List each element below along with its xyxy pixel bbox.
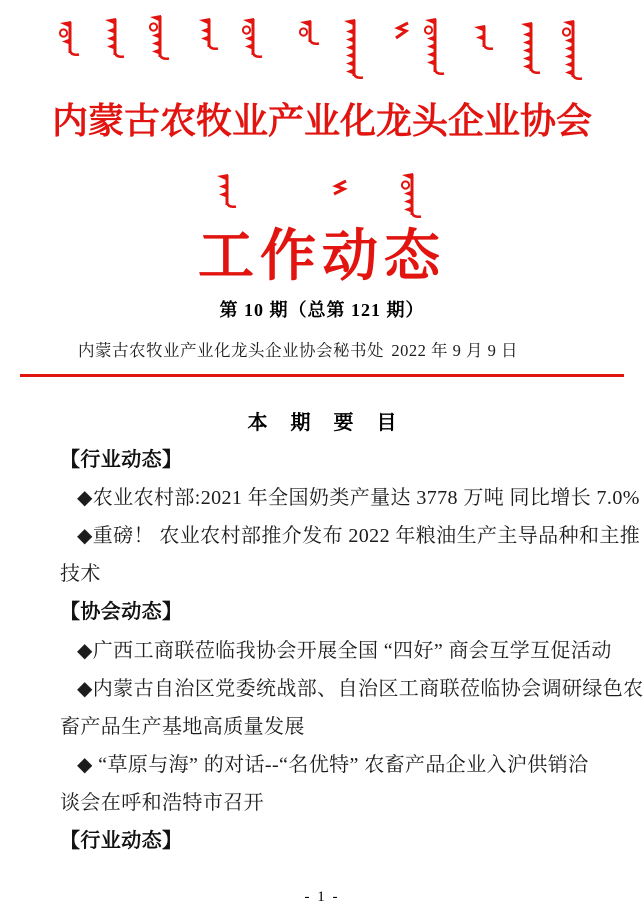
toc-continuation-line: 畜产品生产基地高质量发展 xyxy=(60,715,305,738)
toc-continuation-line: 谈会在呼和浩特市召开 xyxy=(60,792,264,815)
bulletin-title: 工作动态 xyxy=(198,226,446,288)
mongolian-script-word-icon xyxy=(240,17,264,59)
table-of-contents xyxy=(60,438,644,858)
publisher-name: 内蒙古农牧业产业化龙头企业协会秘书处 xyxy=(78,341,384,360)
mongolian-script-word-icon xyxy=(297,19,321,46)
mongolian-script-word-icon xyxy=(57,20,81,57)
mongolian-script-word-icon xyxy=(196,17,220,51)
red-divider-rule xyxy=(20,374,624,377)
page-number: - 1 - xyxy=(304,889,340,905)
mongolian-script-word-icon xyxy=(102,17,126,59)
section-header: 【行业动态】 xyxy=(60,830,183,853)
toc-bullet-line: ◆内蒙古自治区党委统战部、自治区工商联莅临协会调研绿色农 xyxy=(77,677,644,700)
publication-date: 2022 年 9 月 9 日 xyxy=(391,341,518,360)
toc-continuation-line: 技术 xyxy=(60,563,101,586)
toc-bullet-line: ◆重磅！ 农业农村部推介发布 2022 年粮油生产主导品种和主推 xyxy=(77,524,641,547)
mongolian-script-word-icon xyxy=(422,17,446,76)
contents-title: 本 期 要 目 xyxy=(247,412,406,434)
mongolian-script-word-icon xyxy=(341,18,365,80)
publication-line xyxy=(78,337,518,361)
toc-bullet-line: ◆ “草原与海” 的对话--“名优特” 农畜产品企业入沪供销洽 xyxy=(77,754,589,777)
mongolian-script-word-icon xyxy=(560,19,584,81)
section-header: 【协会动态】 xyxy=(60,601,183,624)
mongolian-script-word-icon xyxy=(329,179,353,196)
mongolian-script-word-icon xyxy=(518,21,542,75)
issue-number: 第 10 期（总第 121 期） xyxy=(219,300,425,320)
toc-bullet-line: ◆广西工商联莅临我协会开展全国 “四好” 商会互学互促活动 xyxy=(77,639,612,662)
toc-bullet-line: ◆农业农村部:2021 年全国奶类产量达 3778 万吨 同比增长 7.0% xyxy=(77,486,640,509)
organization-title: 内蒙古农牧业产业化龙头企业协会 xyxy=(51,101,592,141)
mongolian-script-word-icon xyxy=(471,24,495,51)
section-header: 【行业动态】 xyxy=(60,448,183,471)
mongolian-script-word-icon xyxy=(391,21,415,40)
mongolian-script-word-icon xyxy=(214,173,238,209)
mongolian-script-word-icon xyxy=(147,14,171,61)
